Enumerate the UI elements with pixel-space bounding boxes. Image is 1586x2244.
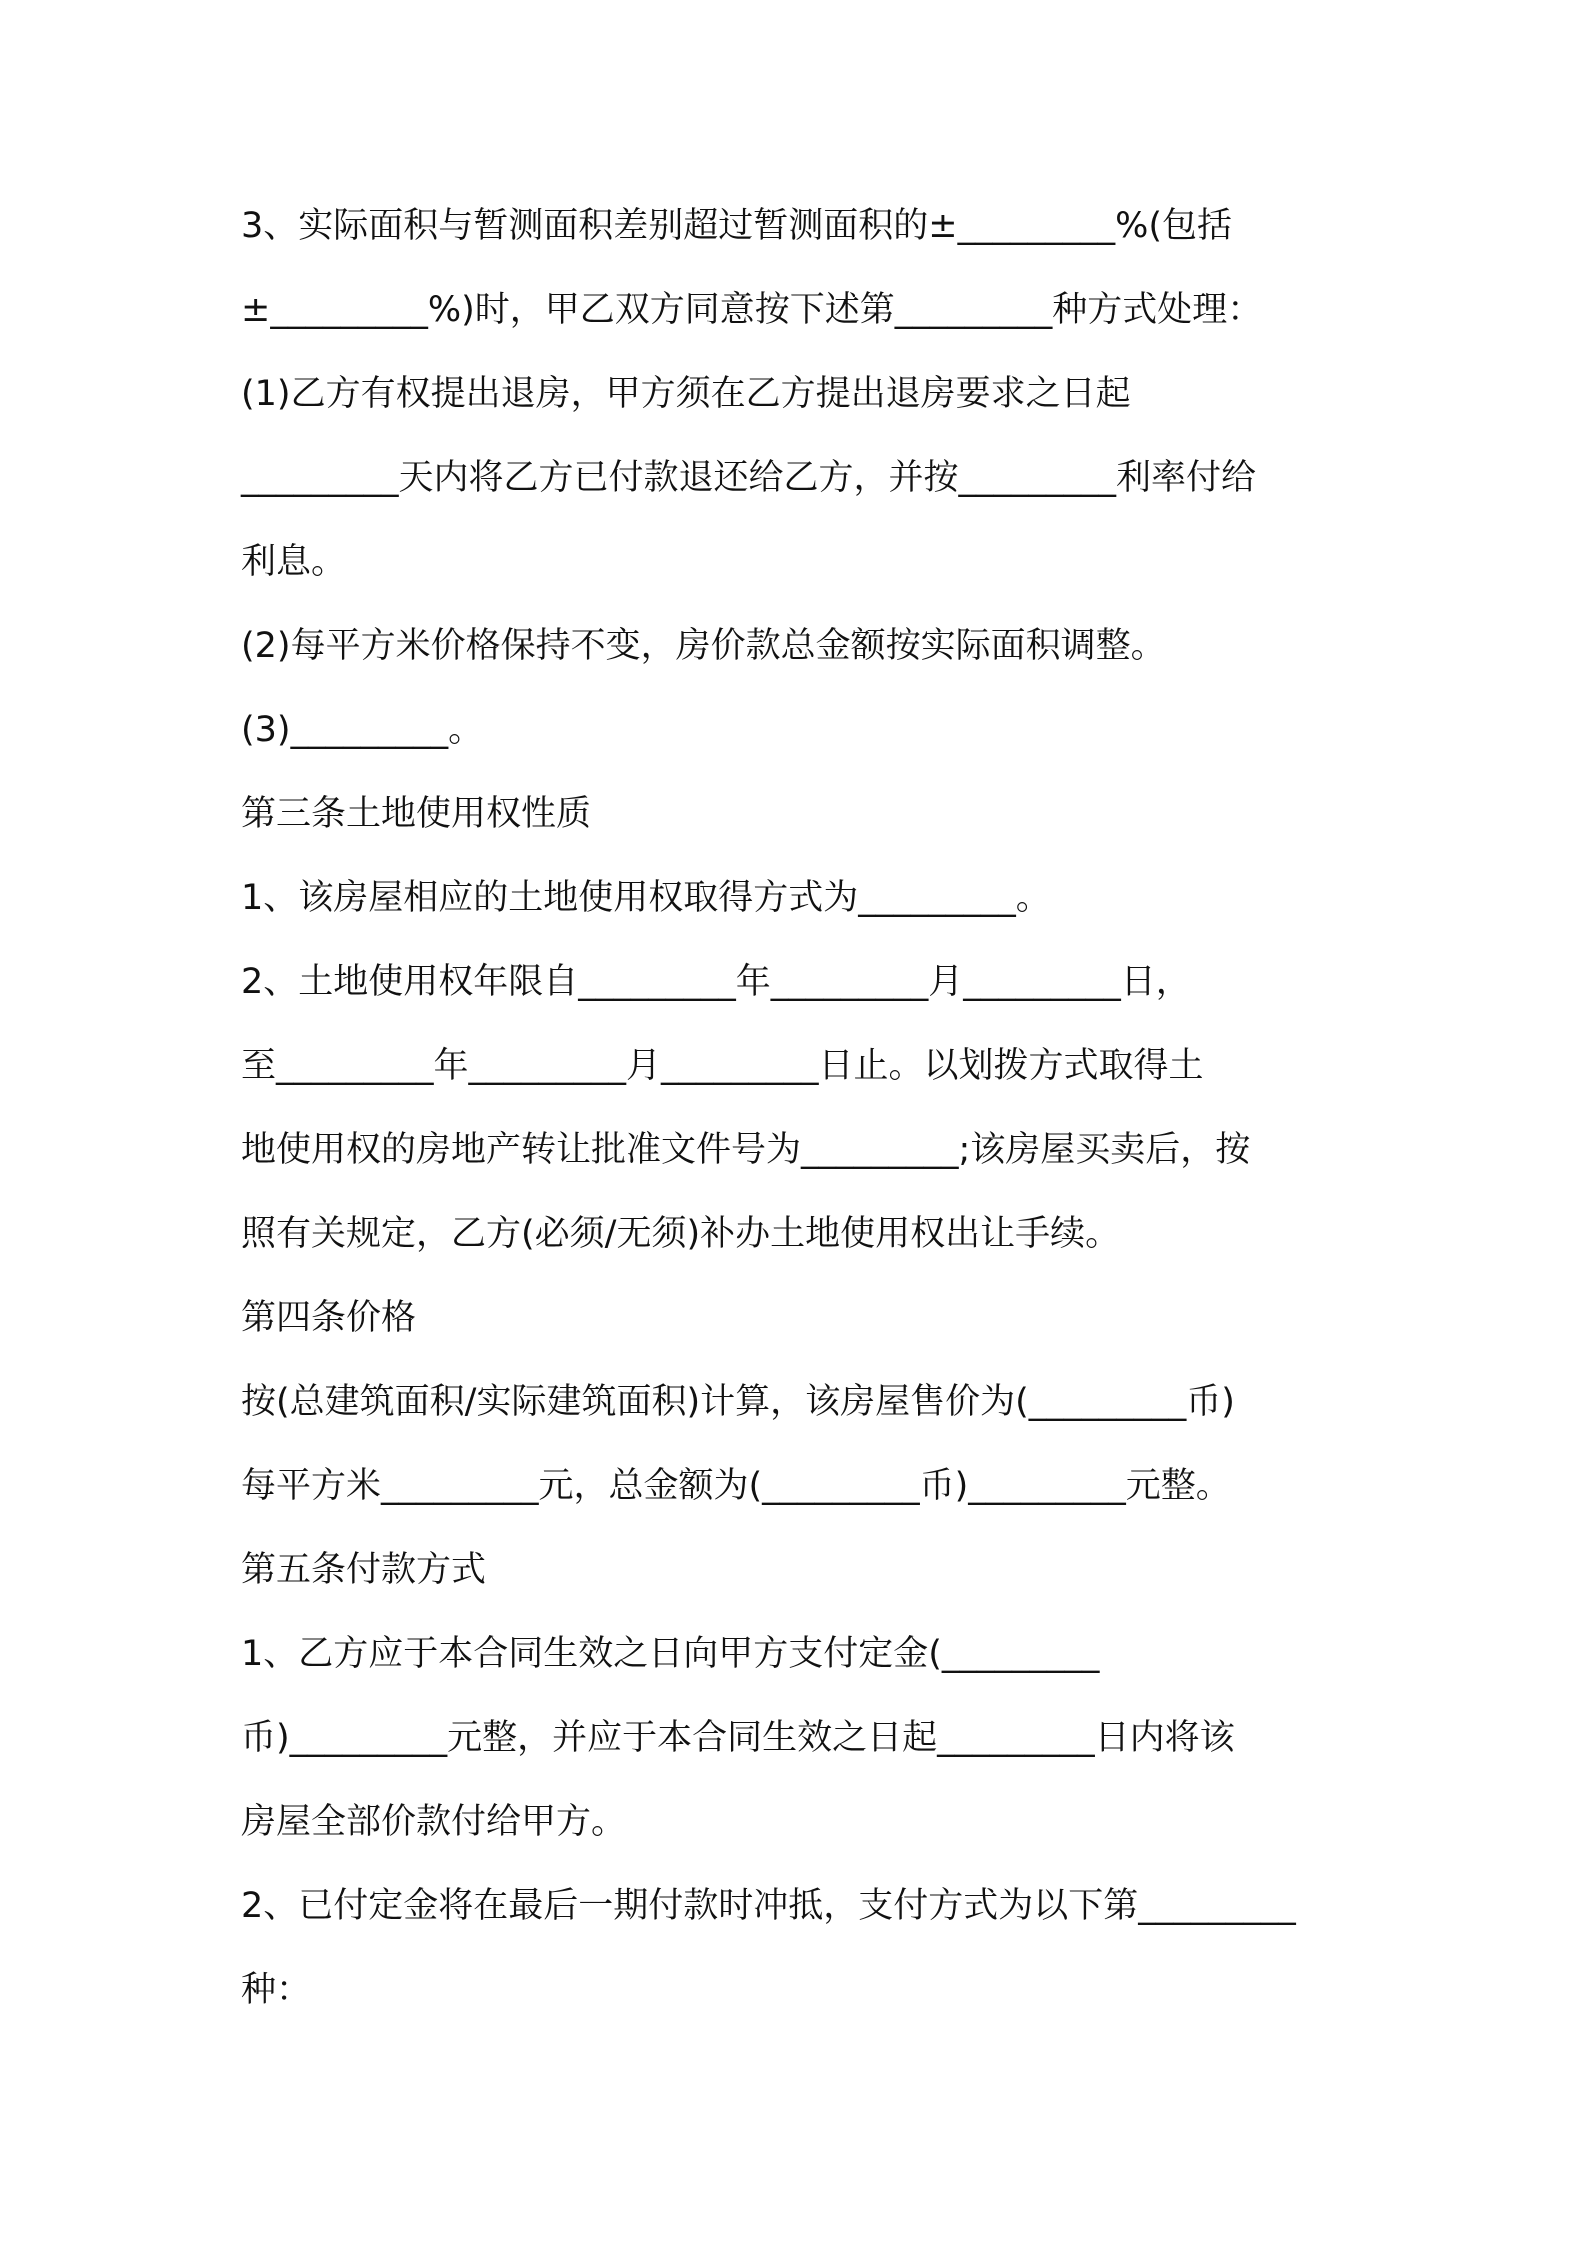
text-line-21: 2、已付定金将在最后一期付款时冲抵，支付方式为以下第_________ (241, 1886, 1296, 1926)
text-line-6: (2)每平方米价格保持不变，房价款总金额按实际面积调整。 (241, 626, 1166, 666)
text-line-3: (1)乙方有权提出退房，甲方须在乙方提出退房要求之日起 (241, 374, 1131, 414)
text-line-11: 至_________年_________月_________日止。以划拨方式取得土 (241, 1046, 1204, 1086)
text-line-12: 地使用权的房地产转让批准文件号为_________;该房屋买卖后，按 (241, 1130, 1251, 1170)
text-line-15: 按(总建筑面积/实际建筑面积)计算，该房屋售价为(_________币) (241, 1382, 1235, 1422)
text-line-20: 房屋全部价款付给甲方。 (241, 1802, 627, 1842)
section-heading-article-3: 第三条土地使用权性质 (241, 794, 592, 834)
text-line-4: _________天内将乙方已付款退还给乙方，并按_________利率付给 (241, 458, 1257, 498)
section-heading-article-4: 第四条价格 (241, 1298, 417, 1338)
text-line-9: 1、该房屋相应的土地使用权取得方式为_________。 (241, 878, 1051, 918)
text-line-13: 照有关规定，乙方(必须/无须)补办土地使用权出让手续。 (241, 1214, 1121, 1254)
section-heading-article-5: 第五条付款方式 (241, 1550, 487, 1590)
text-line-5: 利息。 (241, 542, 347, 582)
text-line-2: ±_________%)时，甲乙双方同意按下述第_________种方式处理： (241, 290, 1263, 330)
text-line-18: 1、乙方应于本合同生效之日向甲方支付定金(_________ (241, 1634, 1100, 1674)
text-line-16: 每平方米_________元，总金额为(_________币)_________元整。 (241, 1466, 1231, 1506)
text-line-7: (3)_________。 (241, 710, 484, 750)
text-line-1: 3、实际面积与暂测面积差别超过暂测面积的±_________%(包括 (241, 206, 1233, 246)
text-line-19: 币)_________元整，并应于本合同生效之日起_________日内将该 (241, 1718, 1235, 1758)
text-line-10: 2、土地使用权年限自_________年_________月_________日， (241, 962, 1191, 1002)
text-line-22: 种： (241, 1970, 312, 2010)
contract-text (241, 196, 1371, 2044)
